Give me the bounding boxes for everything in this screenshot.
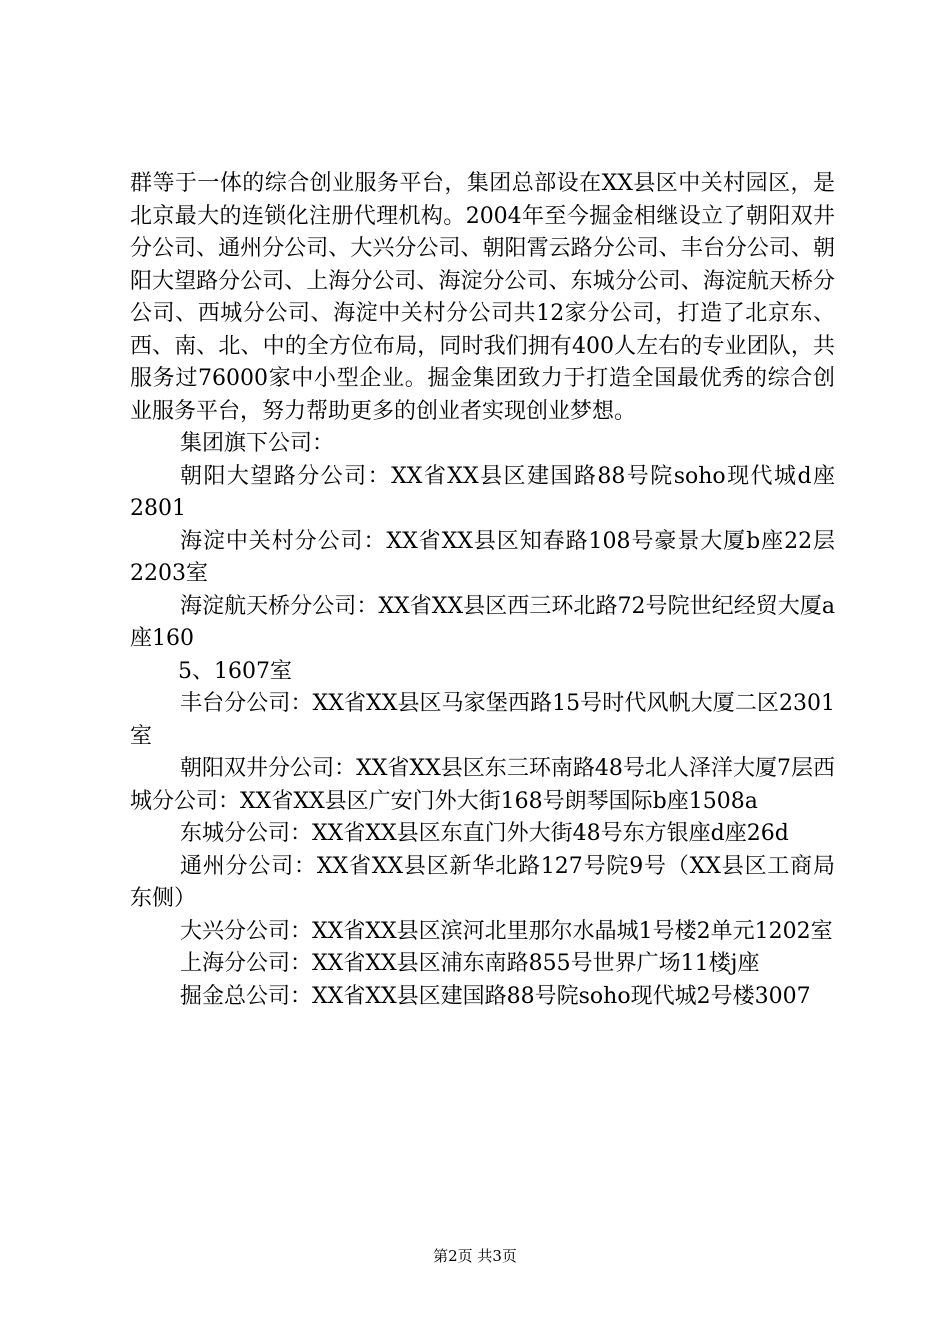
address-fengtai: 丰台分公司：XX省XX县区马家堡西路15号时代风帆大厦二区2301室 [130,691,835,749]
page-footer [0,1246,950,1266]
subsidiaries-heading: 集团旗下公司： [180,431,335,456]
address-haidian-hangtianqiao: 海淀航天桥分公司：XX省XX县区西三环北路72号院世纪经贸大厦a座160 [130,593,835,651]
address-chaoyang-dawanglu: 朝阳大望路分公司：XX省XX县区建国路88号院soho现代城d座2801 [130,463,835,521]
page-indicator: 第2页 共3页 [433,1247,517,1265]
address-shanghai: 上海分公司：XX省XX县区浦东南路855号世界广场11楼j座 [180,951,760,976]
address-chaoyang-shuangjing-xicheng: 朝阳双井分公司：XX省XX县区东三环南路48号北人泽洋大厦7层西城分公司：XX省XX县区广安门外大街168号朗琴国际b座1508a [130,756,835,814]
address-daxing: 大兴分公司：XX省XX县区滨河北里那尔水晶城1号楼2单元1202室 [180,918,833,944]
address-dongcheng: 东城分公司：XX省XX县区东直门外大街48号东方银座d座26d [180,821,789,846]
document-body [130,168,835,1013]
address-haidian-zhongguancun: 海淀中关村分公司：XX省XX县区知春路108号豪景大厦b座22层2203室 [130,528,835,586]
address-tongzhou: 通州分公司：XX省XX县区新华北路127号院9号（XX县区工商局东侧） [130,853,835,911]
address-continuation: 5、1607室 [178,658,292,684]
intro-paragraph: 群等于一体的综合创业服务平台，集团总部设在XX县区中关村园区，是北京最大的连锁化注册代理机构。2004年至今掘金相继设立了朝阳双井分公司、通州分公司、大兴分公司、朝阳霄云路分公司、丰台分公司、朝阳大望路分公司、上海分公司、海淀分公司、东城分公司、海淀航天桥分公司、西城分公司、海淀中关村分公司共12家分公司，打造了北京东、西、南、北、中的全方位布局，同时我们拥有400人左右的专业团队，共服务过76000家中小型企业。掘金集团致力于打造全国最优秀的综合创业服务平台，努力帮助更多的创业者实现创业梦想。 [130,171,835,424]
address-headquarters: 掘金总公司：XX省XX县区建国路88号院soho现代城2号楼3007 [180,983,811,1009]
